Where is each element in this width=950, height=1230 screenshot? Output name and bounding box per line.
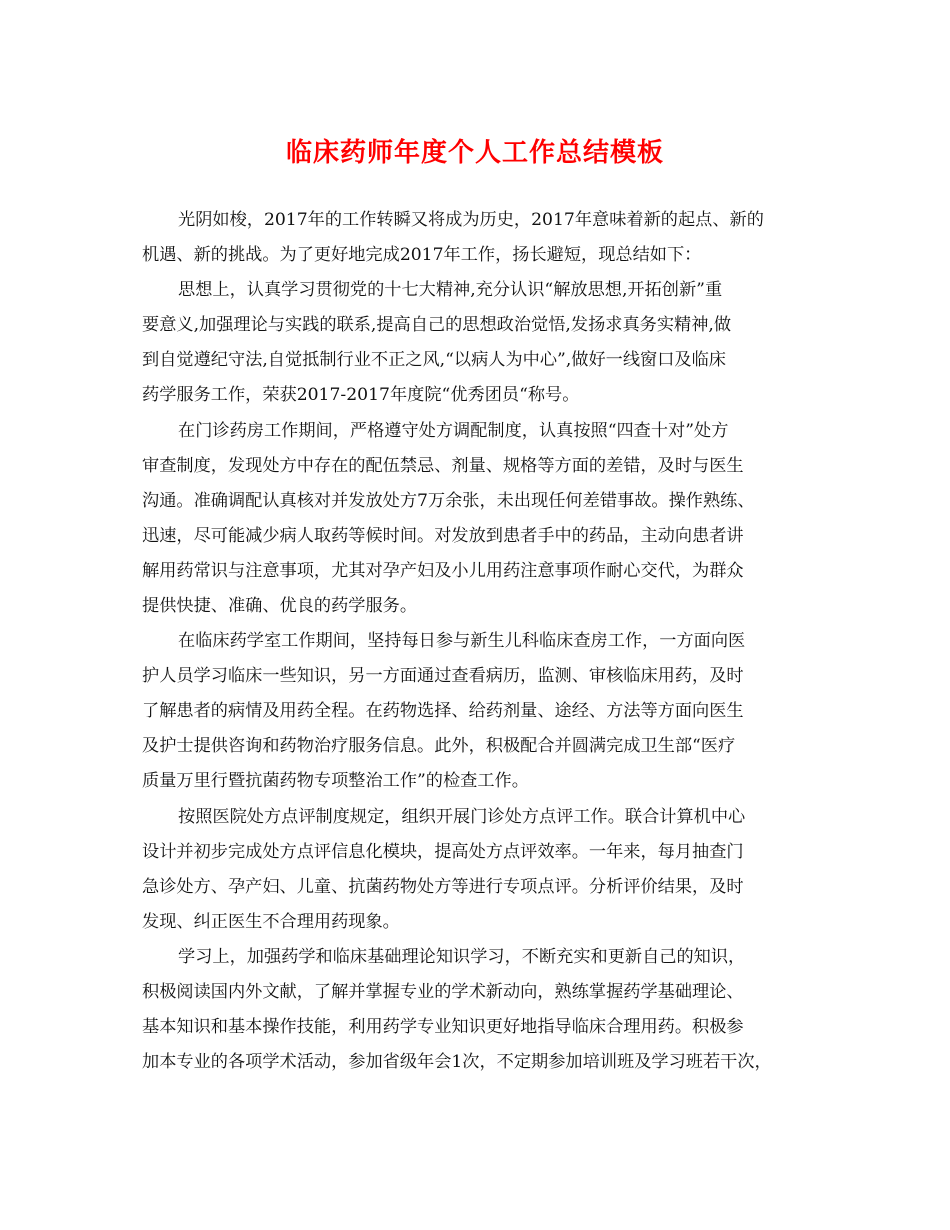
paragraph-line: 在临床药学室工作期间，坚持每日参与新生儿科临床查房工作，一方面向医 [178,631,746,651]
paragraph-line: 光阴如梭，2017年的工作转瞬又将成为历史，2017年意味着新的起点、新的 [178,210,764,230]
paragraph-line: 迅速，尽可能减少病人取药等候时间。对发放到患者手中的药品，主动向患者讲 [142,526,744,546]
paragraph-line: 沟通。准确调配认真核对并发放处方7万余张，未出现任何差错事故。操作熟练、 [142,491,755,511]
paragraph-line: 积极阅读国内外文献，了解并掌握专业的学术新动向，熟练掌握药学基础理论、 [142,982,744,1002]
document-title: 临床药师年度个人工作总结模板 [285,138,664,168]
paragraph-line: 审查制度，发现处方中存在的配伍禁忌、剂量、规格等方面的差错，及时与医生 [142,456,744,476]
paragraph-line: 到自觉遵纪守法,自觉抵制行业不正之风,“以病人为中心”,做好一线窗口及临床 [142,350,726,370]
paragraph-line: 机遇、新的挑战。为了更好地完成2017年工作，扬长避短，现总结如下： [142,245,702,265]
paragraph-line: 质量万里行暨抗菌药物专项整治工作”的检查工作。 [142,771,529,791]
paragraph-line: 药学服务工作，荣获2017-2017年度院“优秀团员“称号。 [142,385,580,405]
paragraph-line: 提供快捷、准确、优良的药学服务。 [142,596,418,616]
paragraph-line: 按照医院处方点评制度规定，组织开展门诊处方点评工作。联合计算机中心 [178,807,746,827]
paragraph-line: 发现、纠正医生不合理用药现象。 [142,912,400,932]
paragraph-line: 设计并初步完成处方点评信息化模块，提高处方点评效率。一年来，每月抽查门 [142,842,744,862]
paragraph-line: 解用药常识与注意事项，尤其对孕产妇及小儿用药注意事项作耐心交代，为群众 [142,561,744,581]
paragraph-line: 急诊处方、孕产妇、儿童、抗菌药物处方等进行专项点评。分析评价结果，及时 [142,877,744,897]
paragraph-line: 学习上，加强药学和临床基础理论知识学习，不断充实和更新自己的知识， [178,947,746,967]
paragraph-line: 护人员学习临床一些知识，另一方面通过查看病历，监测、审核临床用药，及时 [142,666,744,686]
paragraph-line: 了解患者的病情及用药全程。在药物选择、给药剂量、途经、方法等方面向医生 [142,701,744,721]
paragraph-line: 要意义,加强理论与实践的联系,提高自己的思想政治觉悟,发扬求真务实精神,做 [142,315,732,335]
paragraph-line: 基本知识和基本操作技能，利用药学专业知识更好地指导临床合理用药。积极参 [142,1017,744,1037]
paragraph-line: 思想上，认真学习贯彻党的十七大精神,充分认识“解放思想,开拓创新”重 [178,280,723,300]
paragraph-line: 加本专业的各项学术活动，参加省级年会1次，不定期参加培训班及学习班若干次， [142,1052,772,1072]
paragraph-line: 及护士提供咨询和药物治疗服务信息。此外，积极配合并圆满完成卫生部“医疗 [142,736,736,756]
paragraph-line: 在门诊药房工作期间，严格遵守处方调配制度，认真按照“四查十对”处方 [178,421,729,441]
